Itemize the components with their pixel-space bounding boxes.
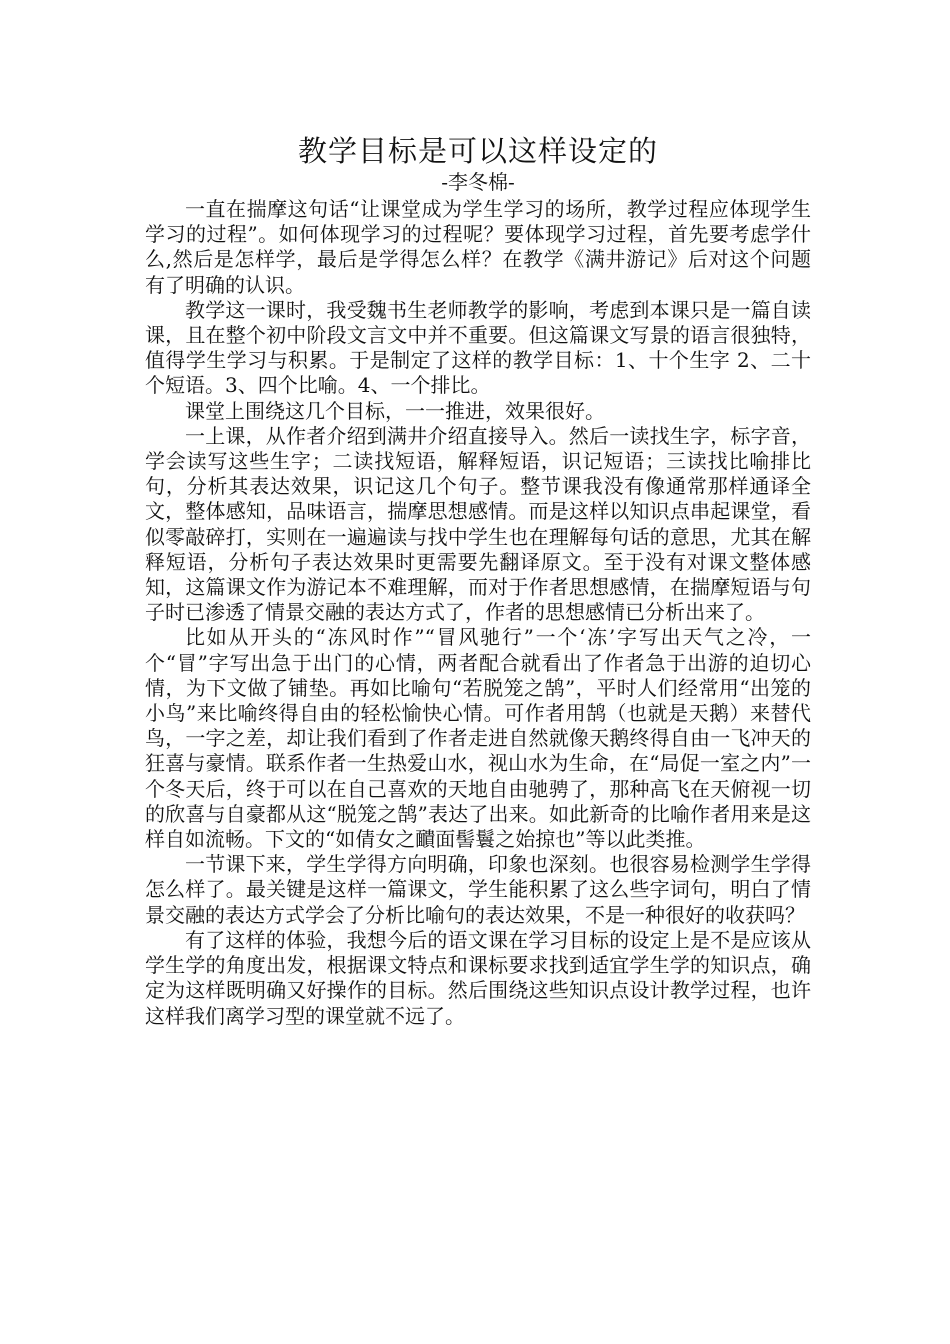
paragraph-6: 一节课下来，学生学得方向明确，印象也深刻。也很容易检测学生学得怎么样了。最关键是这样一篇课文，学生能积累了这么些字词句，明白了情景交融的表达方式学会了分析比喻句的表达效果，不是一种很好的收获吗？ xyxy=(145,852,811,927)
paragraph-2: 教学这一课时，我受魏书生老师教学的影响，考虑到本课只是一篇自读课，且在整个初中阶段文言文中并不重要。但这篇课文写景的语言很独特，值得学生学习与积累。于是制定了这样的教学目标：1、十个生字 2、二十个短语。3、四个比喻。4、一个排比。 xyxy=(145,297,811,398)
paragraph-7: 有了这样的体验，我想今后的语文课在学习目标的设定上是不是应该从学生学的角度出发，根据课文特点和课标要求找到适宜学生学的知识点，确定为这样既明确又好操作的目标。然后围绕这些知识点设计教学过程，也许这样我们离学习型的课堂就不远了。 xyxy=(145,927,811,1028)
paragraph-1: 一直在揣摩这句话“让课堂成为学生学习的场所，教学过程应体现学生学习的过程”。如何体现学习的过程呢？要体现学习过程，首先要考虑学什么,然后是怎样学，最后是学得怎么样？在教学《满井游记》后对这个问题有了明确的认识。 xyxy=(145,197,811,297)
article-body xyxy=(145,197,811,1029)
paragraph-3: 课堂上围绕这几个目标，一一推进，效果很好。 xyxy=(185,398,605,423)
paragraph-4: 一上课，从作者介绍到满井介绍直接导入。然后一读找生字，标字音，学会读写这些生字；二读找短语，解释短语，识记短语；三读找比喻排比句，分析其表达效果，识记这几个句子。整节课我没有像通常那样通译全文，整体感知，品味语言，揣摩思想感情。而是这样以知识点串起课堂，看似零敲碎打，实则在一遍遍读与找中学生也在理解每句话的意思，尤其在解释短语，分析句子表达效果时更需要先翻译原文。至于没有对课文整体感知，这篇课文作为游记本不难理解，而对于作者思想感情，在揣摩短语与句子时已渗透了情景交融的表达方式了，作者的思想感情已分析出来了。 xyxy=(145,423,811,625)
page-title: 教学目标是可以这样设定的 xyxy=(297,134,658,168)
paragraph-5: 比如从开头的“冻风时作”“冒风驰行”一个‘冻’字写出天气之冷，一个“冒”字写出急于出门的心情，两者配合就看出了作者急于出游的迫切心情，为下文做了铺垫。再如比喻句“若脱笼之鹄”，平时人们经常用“出笼的小鸟”来比喻终得自由的轻松愉快心情。可作者用鹄（也就是天鹅）来替代鸟，一字之差，却让我们看到了作者走进自然就像天鹅终得自由一飞冲天的狂喜与豪情。联系作者一生热爱山水，视山水为生命，在“局促一室之内”一个冬天后，终于可以在自己喜欢的天地自由驰骋了，那种高飞在天俯视一切的欣喜与自豪都从这“脱笼之鹄”表达了出来。如此新奇的比喻作者用来是这样自如流畅。下文的“如倩女之靧面髻鬟之始掠也”等以此类推。 xyxy=(145,625,811,852)
article xyxy=(145,133,811,1029)
author-line: -李冬棉- xyxy=(441,170,515,194)
